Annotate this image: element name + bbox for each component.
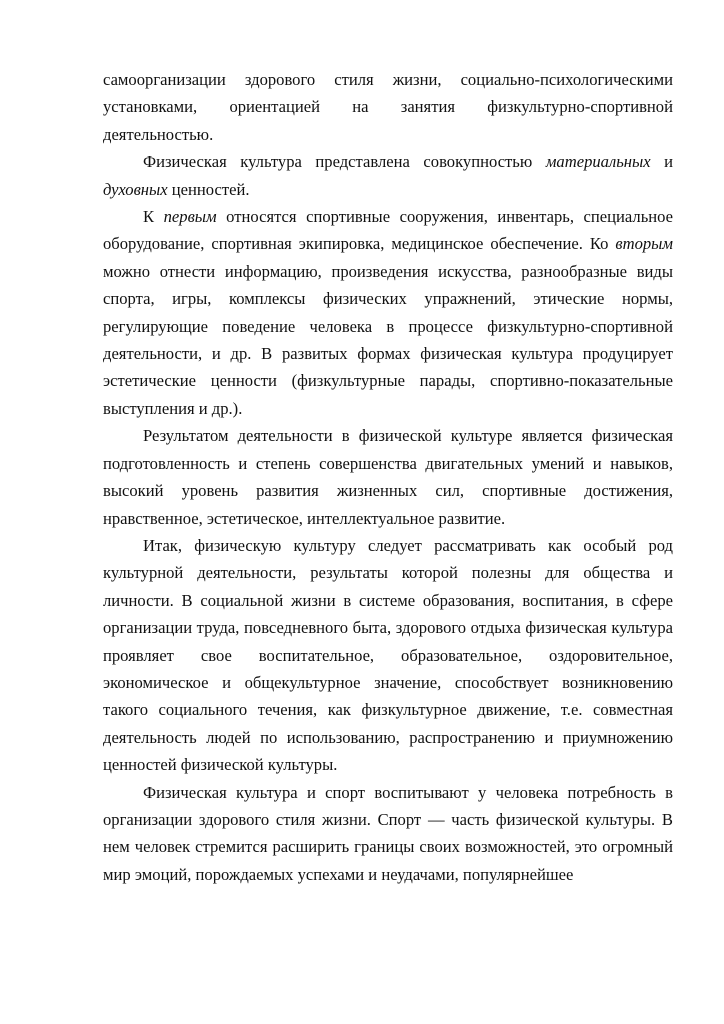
- emphasis-material: материальных: [545, 152, 651, 172]
- document-page: [103, 66, 673, 888]
- paragraph-values: [103, 148, 673, 203]
- paragraph-values-text-c: ценностей.: [167, 179, 250, 199]
- paragraph-first-second-text-a: К: [143, 207, 164, 227]
- paragraph-first-second-text-b: относятся спортивные сооружения, инвентарь, специальное оборудование, спортивная экипировка, медицинское обеспечение. Ко: [103, 207, 674, 254]
- paragraph-first-second-text-c: можно отнести информацию, произведения искусства, разнообразные виды спорта, игры, комплексы физических упражнений, этические нормы, регулирующие поведение человека в процессе физкультурно-спортивной деятельности, и др. В развитых формах физическая культура продуцирует эстетические ценности (физкультурные парады, спортивно-показательные выступления и др.).: [103, 261, 673, 418]
- emphasis-second: вторым: [615, 234, 673, 254]
- paragraph-values-text-b: и: [650, 152, 674, 172]
- paragraph-result: Результатом деятельности в физической культуре является физическая подготовленность и степень совершенства двигательных умений и навыков, высокий уровень развития жизненных сил, спортивные достижения, нравственное, эстетическое, интеллектуальное развитие.: [103, 426, 673, 528]
- paragraph-so: Итак, физическую культуру следует рассматривать как особый род культурной деятельности, результаты которой полезны для общества и личности. В социальной жизни в системе образования, воспитания, в сфере организации труда, повседневного быта, здорового отдыха физическая культура проявляет свое воспитательное, образовательное, оздоровительное, экономическое и общекультурное значение, способствует возникновению такого социального течения, как физкультурное движение, т.е. совместная деятельность людей по использованию, распространению и приумножению ценностей физической культуры.: [103, 535, 673, 775]
- paragraph-sport: Физическая культура и спорт воспитывают у человека потребность в организации здорового стиля жизни. Спорт — часть физической культуры. В нем человек стремится расширить границы своих возможностей, это огромный мир эмоций, порождаемых успехами и неудачами, популярнейшее: [103, 782, 673, 884]
- emphasis-spiritual: духовных: [103, 179, 168, 199]
- emphasis-first: первым: [163, 207, 217, 227]
- paragraph-first-second: [103, 203, 673, 422]
- paragraph-continuation: самоорганизации здорового стиля жизни, социально-психологическими установками, ориентацией на занятия физкультурно-спортивной деятельностью.: [103, 70, 673, 144]
- paragraph-values-text-a: Физическая культура представлена совокупностью: [143, 152, 546, 172]
